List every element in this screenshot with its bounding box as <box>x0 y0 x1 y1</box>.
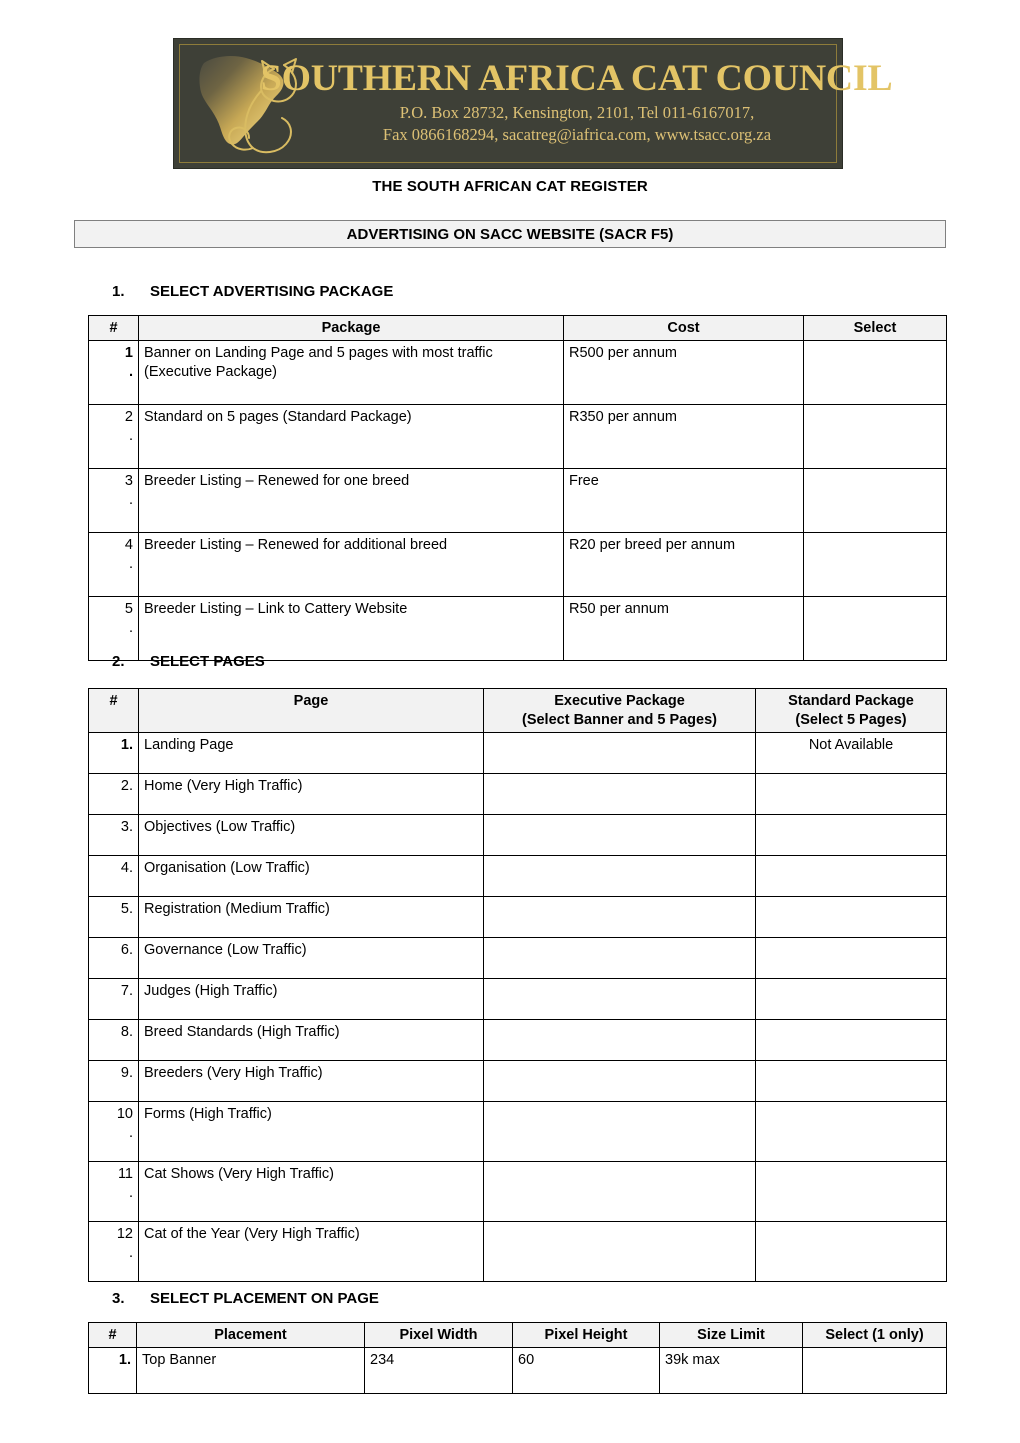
executive-select-box[interactable] <box>484 1019 756 1060</box>
row-number: 2. <box>89 773 139 814</box>
page-name: Governance (Low Traffic) <box>139 937 484 978</box>
row-number: 9. <box>89 1060 139 1101</box>
standard-select-box[interactable] <box>756 1019 947 1060</box>
executive-package-line2: (Select Banner and 5 Pages) <box>521 711 717 728</box>
package-name: Breeder Listing – Renewed for one breed <box>139 468 564 532</box>
row-number: 8. <box>89 1019 139 1060</box>
row-number: 7. <box>89 978 139 1019</box>
table-header-row <box>89 689 947 733</box>
page-name: Forms (High Traffic) <box>139 1101 484 1161</box>
standard-package-line1: Standard Package <box>788 693 914 709</box>
placement-pixel-height: 60 <box>513 1347 660 1393</box>
col-header-placement: Placement <box>137 1323 365 1348</box>
table-row <box>89 937 947 978</box>
select-placement-table <box>88 1322 947 1394</box>
letterhead-banner <box>173 38 893 169</box>
executive-select-box[interactable] <box>484 896 756 937</box>
col-header-cost: Cost <box>564 316 804 341</box>
col-header-select: Select <box>804 316 947 341</box>
row-number: 1. <box>89 732 139 773</box>
table-row <box>89 1161 947 1221</box>
col-header-pixel-width: Pixel Width <box>365 1323 513 1348</box>
package-name: Standard on 5 pages (Standard Package) <box>139 404 564 468</box>
table-row <box>89 1101 947 1161</box>
section-2-label: SELECT PAGES <box>150 653 265 670</box>
advertising-package-rows <box>89 340 947 660</box>
document-title: THE SOUTH AFRICAN CAT REGISTER <box>372 178 648 195</box>
standard-package-line2: (Select 5 Pages) <box>795 711 907 728</box>
row-number: 10 . <box>89 1101 139 1161</box>
executive-select-box[interactable] <box>484 937 756 978</box>
row-number: 4 . <box>89 532 139 596</box>
table-row <box>89 855 947 896</box>
row-number: 2 . <box>89 404 139 468</box>
page-name: Registration (Medium Traffic) <box>139 896 484 937</box>
package-name: Banner on Landing Page and 5 pages with most traffic (Executive Package) <box>139 340 564 404</box>
package-name: Breeder Listing – Renewed for additional breed <box>139 532 564 596</box>
page-name: Landing Page <box>139 732 484 773</box>
col-header-number: # <box>89 689 139 733</box>
executive-select-box[interactable] <box>484 1101 756 1161</box>
advertising-package-table <box>88 315 947 661</box>
page-name: Cat of the Year (Very High Traffic) <box>139 1221 484 1281</box>
col-header-standard-package <box>756 689 947 733</box>
placement-name: Top Banner <box>137 1347 365 1393</box>
row-number: 5. <box>89 896 139 937</box>
table-row <box>89 896 947 937</box>
table-row <box>89 732 947 773</box>
page-name: Organisation (Low Traffic) <box>139 855 484 896</box>
col-header-page: Page <box>139 689 484 733</box>
select-placement-rows <box>89 1347 947 1393</box>
placement-pixel-width: 234 <box>365 1347 513 1393</box>
col-header-package: Package <box>139 316 564 341</box>
standard-select-box[interactable] <box>756 814 947 855</box>
standard-select-box[interactable] <box>756 937 947 978</box>
executive-select-box[interactable] <box>484 773 756 814</box>
executive-select-box[interactable] <box>484 814 756 855</box>
row-number: 3. <box>89 814 139 855</box>
executive-select-box[interactable] <box>484 1221 756 1281</box>
row-number: 11 . <box>89 1161 139 1221</box>
executive-select-box[interactable] <box>484 978 756 1019</box>
row-number: 5 . <box>89 596 139 660</box>
section-heading-2 <box>112 653 265 670</box>
banner-text-block <box>261 45 893 162</box>
package-cost: R500 per annum <box>564 340 804 404</box>
col-header-pixel-height: Pixel Height <box>513 1323 660 1348</box>
org-name: SOUTHERN AFRICA CAT COUNCIL <box>261 58 893 100</box>
page-name: Breed Standards (High Traffic) <box>139 1019 484 1060</box>
executive-select-box[interactable] <box>484 732 756 773</box>
standard-select-box[interactable] <box>756 855 947 896</box>
page-name: Judges (High Traffic) <box>139 978 484 1019</box>
section-2-number: 2. <box>112 653 125 670</box>
table-row <box>89 532 947 596</box>
placement-select-box[interactable] <box>803 1347 947 1393</box>
org-address-line1: P.O. Box 28732, Kensington, 2101, Tel 011-6167017, <box>399 102 755 122</box>
table-row <box>89 814 947 855</box>
standard-select-box[interactable] <box>756 978 947 1019</box>
package-name: Breeder Listing – Link to Cattery Website <box>139 596 564 660</box>
package-select-box[interactable] <box>804 532 947 596</box>
org-address <box>383 102 771 147</box>
table-row <box>89 1221 947 1281</box>
standard-select-box[interactable] <box>756 1060 947 1101</box>
page-name: Cat Shows (Very High Traffic) <box>139 1161 484 1221</box>
section-3-number: 3. <box>112 1290 125 1307</box>
section-3-label: SELECT PLACEMENT ON PAGE <box>150 1290 379 1307</box>
table-row <box>89 1060 947 1101</box>
row-number: 6. <box>89 937 139 978</box>
col-header-number: # <box>89 316 139 341</box>
row-number: 1 . <box>89 340 139 404</box>
col-header-size-limit: Size Limit <box>660 1323 803 1348</box>
section-heading-3 <box>112 1290 379 1307</box>
section-1-label: SELECT ADVERTISING PACKAGE <box>150 283 394 300</box>
table-header-row <box>89 316 947 341</box>
row-number: 12 . <box>89 1221 139 1281</box>
standard-select-box[interactable] <box>756 773 947 814</box>
package-select-box[interactable] <box>804 596 947 660</box>
page-name: Objectives (Low Traffic) <box>139 814 484 855</box>
select-pages-rows <box>89 732 947 1281</box>
executive-package-line1: Executive Package <box>554 693 685 709</box>
col-header-executive-package <box>484 689 756 733</box>
select-pages-table <box>88 688 947 1282</box>
standard-select-box[interactable] <box>756 1161 947 1221</box>
row-number: 3 . <box>89 468 139 532</box>
banner-background <box>173 38 893 169</box>
table-row <box>89 1019 947 1060</box>
package-cost: Free <box>564 468 804 532</box>
standard-select-box[interactable] <box>756 1221 947 1281</box>
table-header-row <box>89 1323 947 1348</box>
executive-select-box[interactable] <box>484 1060 756 1101</box>
org-address-line2: Fax 0866168294, sacatreg@iafrica.com, www.tsacc.org.za <box>382 125 772 145</box>
row-number: 1. <box>89 1347 137 1393</box>
table-row <box>89 1347 947 1393</box>
form-title-box: ADVERTISING ON SACC WEBSITE (SACR F5) <box>74 220 946 248</box>
executive-select-box[interactable] <box>484 1161 756 1221</box>
section-1-number: 1. <box>112 283 125 300</box>
package-cost: R50 per annum <box>564 596 804 660</box>
table-row <box>89 468 947 532</box>
package-cost: R350 per annum <box>564 404 804 468</box>
package-select-box[interactable] <box>804 404 947 468</box>
row-number: 4. <box>89 855 139 896</box>
standard-not-available: Not Available <box>756 732 947 773</box>
table-row <box>89 340 947 404</box>
standard-select-box[interactable] <box>756 896 947 937</box>
package-cost: R20 per breed per annum <box>564 532 804 596</box>
table-row <box>89 404 947 468</box>
table-row <box>89 978 947 1019</box>
table-row <box>89 773 947 814</box>
page-name: Home (Very High Traffic) <box>139 773 484 814</box>
executive-select-box[interactable] <box>484 855 756 896</box>
package-select-box[interactable] <box>804 468 947 532</box>
col-header-number: # <box>89 1323 137 1348</box>
placement-size-limit: 39k max <box>660 1347 803 1393</box>
col-header-select: Select (1 only) <box>803 1323 947 1348</box>
standard-select-box[interactable] <box>756 1101 947 1161</box>
page-name: Breeders (Very High Traffic) <box>139 1060 484 1101</box>
section-heading-1 <box>112 283 393 300</box>
package-select-box[interactable] <box>804 340 947 404</box>
table-row <box>89 596 947 660</box>
